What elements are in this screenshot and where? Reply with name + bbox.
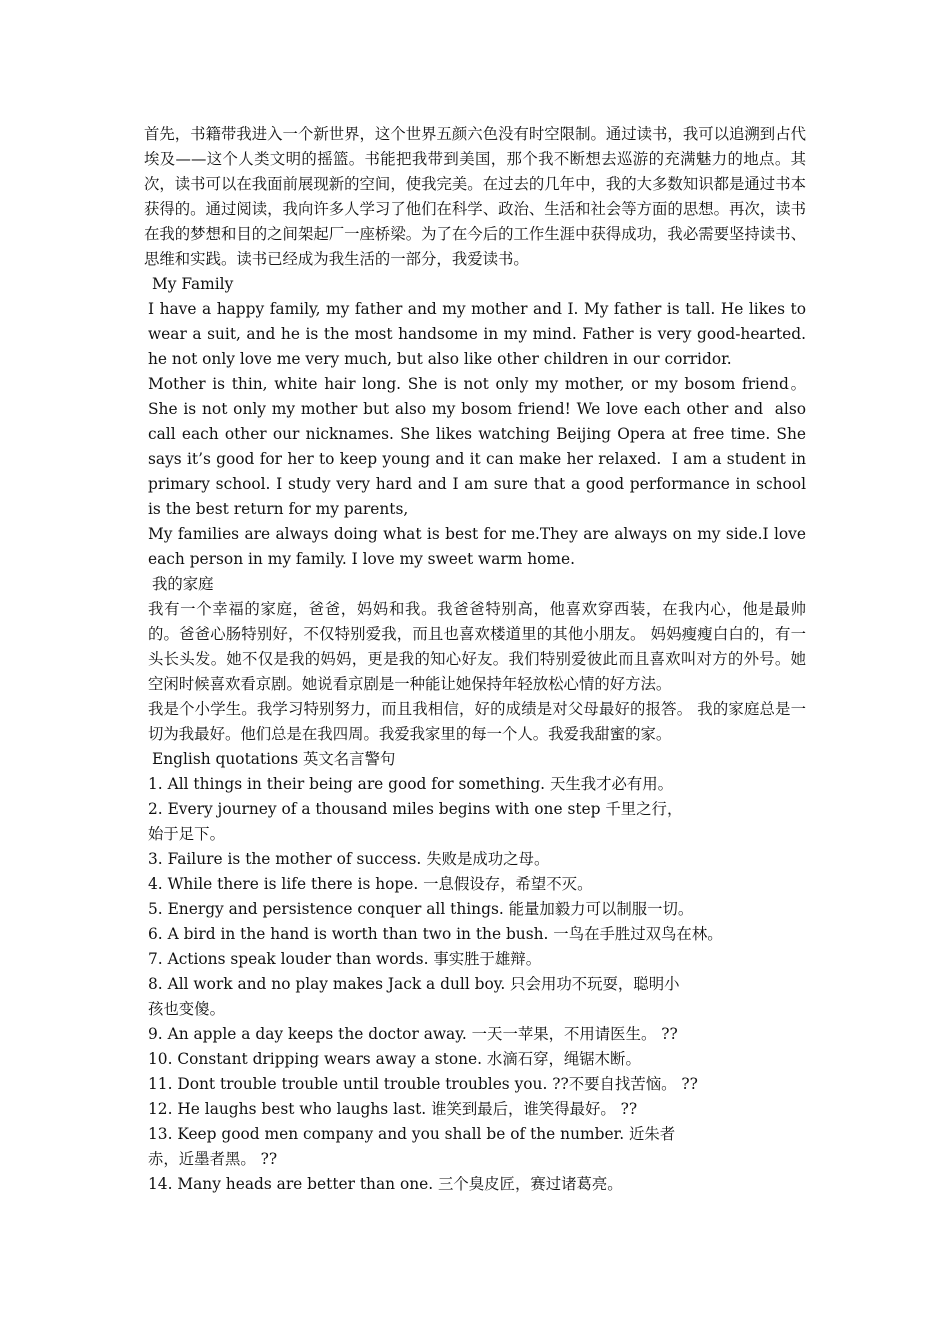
family-paragraph-cn-2: 我是个小学生。我学习特别努力，而且我相信，好的成绩是对父母最好的报答。 我的家庭总是一切为我最好。他们总是在我四周。我爱我家里的每一个人。我爱我甜蜜的家。 (148, 700, 806, 743)
quote-item: 3. Failure is the mother of success. 失败是成功之母。 (148, 850, 550, 868)
quote-item: 11. Dont trouble trouble until trouble troubles you. ??不要自找苦恼。 ?? (148, 1075, 698, 1093)
quote-item: 13. Keep good men company and you shall be of the number. 近朱者赤，近墨者黑。 ?? (148, 1125, 676, 1168)
quote-item: 10. Constant dripping wears away a stone. 水滴石穿，绳锯木断。 (148, 1050, 641, 1068)
family-title-cn: 我的家庭 (152, 575, 214, 593)
quotes-title: English quotations 英文名言警句 (152, 750, 396, 768)
document-page (144, 122, 811, 1197)
family-paragraph-en-3: My families are always doing what is best for me.They are always on my side.I love each person in my family. I love my sweet warm home. (148, 525, 811, 568)
quote-item: 2. Every journey of a thousand miles begins with one step 千里之行，始于足下。 (148, 800, 683, 843)
family-title-en: My Family (152, 275, 234, 293)
quote-item: 6. A bird in the hand is worth than two in the bush. 一鸟在手胜过双鸟在林。 (148, 925, 723, 943)
quote-item: 7. Actions speak louder than words. 事实胜于雄辩。 (148, 950, 542, 968)
quote-item: 14. Many heads are better than one. 三个臭皮匠，赛过诸葛亮。 (148, 1175, 623, 1193)
family-paragraph-en-1: I have a happy family, my father and my mother and I. My father is tall. He likes to wear a suit, and he is the most handsome in my mind. Father is very good-hearted. he not only love me very much, but also like other children in our corridor. (148, 300, 811, 368)
quote-item: 1. All things in their being are good for something. 天生我才必有用。 (148, 775, 674, 793)
quote-item: 9. An apple a day keeps the doctor away. 一天一苹果，不用请医生。 ?? (148, 1025, 678, 1043)
family-paragraph-en-2: Mother is thin, white hair long. She is not only my mother, or my bosom friend。 She is not only my mother but also my bosom friend! We love each other and also call each other our nicknames. She likes watching Beijing Opera at free time. She says it’s good for her to keep young and it can make her relaxed. I am a student in primary school. I study very hard and I am sure that a good performance in school is the best return for my parents, (148, 375, 811, 518)
quote-item: 8. All work and no play makes Jack a dull boy. 只会用功不玩耍，聪明小孩也变傻。 (148, 975, 680, 1018)
quote-item: 4. While there is life there is hope. 一息假设存，希望不灭。 (148, 875, 593, 893)
quotes-list (144, 772, 806, 1197)
reading-paragraph-cn: 首先，书籍带我进入一个新世界，这个世界五颜六色没有时空限制。通过读书，我可以追溯到占代埃及——这个人类文明的摇篮。书能把我带到美国，那个我不断想去巡游的充满魅力的地点。其次，读书可以在我面前展现新的空间，使我完美。在过去的几年中，我的大多数知识都是通过书本获得的。通过阅读，我向许多人学习了他们在科学、政治、生活和社会等方面的思想。再次，读书在我的梦想和目的之间架起厂一座桥梁。为了在今后的工作生涯中获得成功，我必需要坚持读书、思维和实践。读书已经成为我生活的一部分，我爱读书。 (144, 125, 806, 268)
quote-item: 5. Energy and persistence conquer all things. 能量加毅力可以制服一切。 (148, 900, 694, 918)
quote-item: 12. He laughs best who laughs last. 谁笑到最后，谁笑得最好。 ?? (148, 1100, 638, 1118)
family-paragraph-cn-1: 我有一个幸福的家庭，爸爸，妈妈和我。我爸爸特别高，他喜欢穿西装，在我内心，他是最帅的。爸爸心肠特别好，不仅特别爱我，而且也喜欢楼道里的其他小朋友。 妈妈瘦瘦白白的，有一头长头发。她不仅是我的妈妈，更是我的知心好友。我们特别爱彼此而且喜欢叫对方的外号。她空闲时候喜欢看京剧。她说看京剧是一种能让她保持年轻放松心情的好方法。 (148, 600, 806, 693)
